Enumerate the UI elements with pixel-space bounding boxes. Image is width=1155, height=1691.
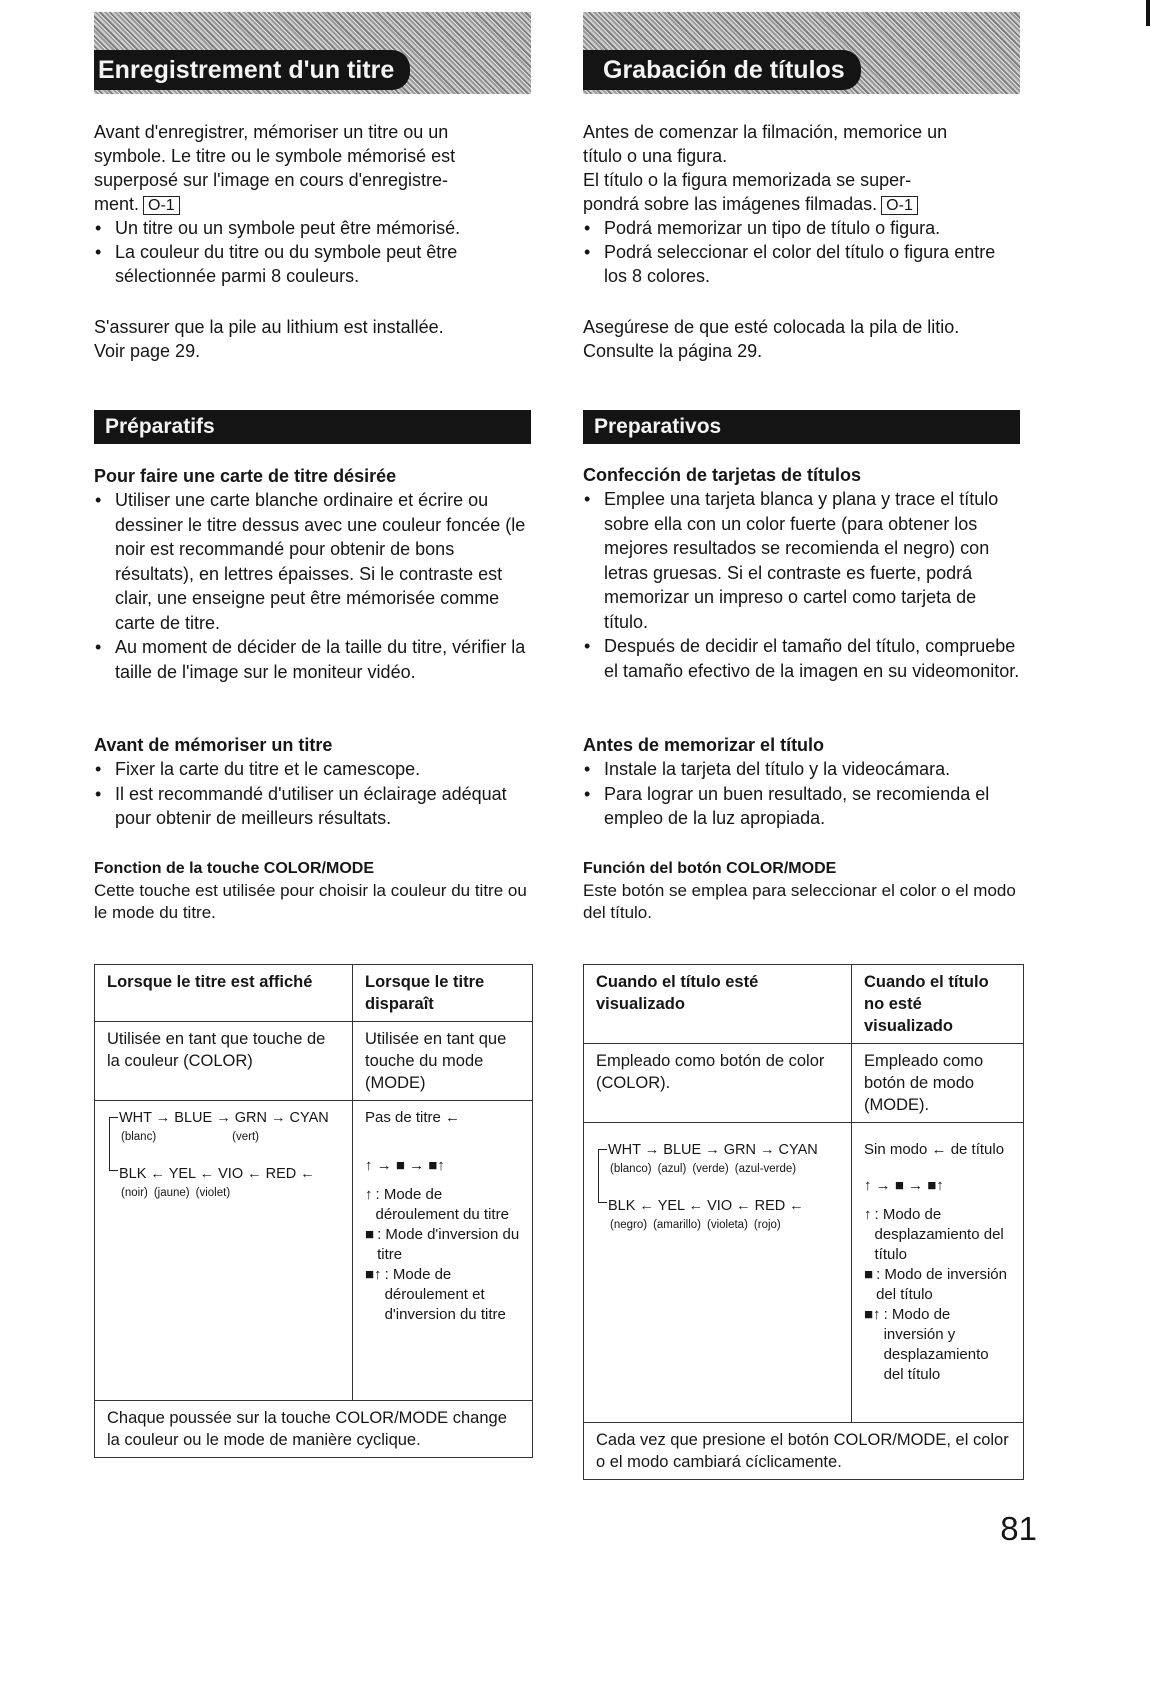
mode-symbol: ↑ xyxy=(365,1186,373,1203)
color-cycle-diagram xyxy=(596,1139,839,1233)
list-item: • Un titre ou un symbole peut être mémorisé. xyxy=(94,216,531,240)
mode-description: : Modo de inversión del título xyxy=(876,1266,1007,1303)
mode-symbol: ■↑ xyxy=(365,1266,382,1283)
mode-description: : Mode de déroulement et d'inversion du titre xyxy=(384,1266,506,1323)
section-heading: Avant de mémoriser un titre xyxy=(94,735,333,755)
table-header: Lorsque le titre disparaît xyxy=(353,965,533,1022)
mode-legend-es xyxy=(864,1205,1011,1385)
mode-cycle-label: Sin modo ← de título xyxy=(864,1141,1005,1158)
list-item: • Para lograr un buen resultado, se recomienda el empleo de la luz apropiada. xyxy=(583,782,1020,831)
mode-description: : Modo de inversión y desplazamiento del título xyxy=(883,1306,989,1383)
function-section-fr xyxy=(94,858,531,924)
cycle-forward-subs xyxy=(107,1129,340,1145)
reference-box: O-1 xyxy=(143,196,180,215)
table-header: Lorsque le titre est affiché xyxy=(95,965,353,1022)
intro-fr xyxy=(94,120,531,288)
cycle-backward: BLK ← YEL ← VIO ← RED ← xyxy=(119,1166,315,1182)
page-number: 81 xyxy=(1000,1510,1037,1547)
section-bar-fr: Préparatifs xyxy=(94,410,531,444)
battery-note-es xyxy=(583,315,1020,363)
list-item: • Podrá seleccionar el color del título o figura entre los 8 colores. xyxy=(583,240,1020,288)
function-description: Este botón se emplea para seleccionar el color o el modo del título. xyxy=(583,881,1016,922)
table-cell: Utilisée en tant que touche du mode (MODE) xyxy=(353,1022,533,1101)
list-item: • Emplee una tarjeta blanca y plana y trace el título sobre ella con un color fuerte (para obtener los mejores resultados se recomienda el negro) con letras gruesas. Si el contraste es fuerte, podrá memorizar un impreso o cartel como tarjeta de título. xyxy=(583,487,1020,634)
intro-line-text: pondrá sobre las imágenes filmadas. xyxy=(583,194,878,214)
intro-line: Antes de comenzar la filmación, memorice un xyxy=(583,122,948,142)
mode-symbol: ■ xyxy=(864,1266,874,1283)
color-sub-label: (rojo) xyxy=(753,1219,781,1231)
before-section-es xyxy=(583,733,1020,831)
battery-line: S'assurer que la pile au lithium est installée. xyxy=(94,317,444,337)
color-mode-table-es xyxy=(583,964,1024,1480)
intro-line-text: ment. xyxy=(94,194,140,214)
color-sub-label: (verde) xyxy=(692,1163,729,1175)
color-cycle-diagram xyxy=(107,1107,340,1201)
table-header: Cuando el título esté visualizado xyxy=(584,965,852,1044)
section-heading: Función del botón COLOR/MODE xyxy=(583,860,837,877)
section-bar-es: Preparativos xyxy=(583,410,1020,444)
color-sub-label: (violeta) xyxy=(707,1219,748,1231)
intro-line xyxy=(94,192,531,216)
battery-line: Asegúrese de que esté colocada la pila de litio. xyxy=(583,317,960,337)
section-heading: Pour faire une carte de titre désirée xyxy=(94,466,397,486)
table-cell: Empleado como botón de modo (MODE). xyxy=(852,1044,1024,1123)
section-heading: Confección de tarjetas de títulos xyxy=(583,465,862,485)
intro-line: Avant d'enregistrer, mémoriser un titre ou un xyxy=(94,122,449,142)
intro-es xyxy=(583,120,1020,288)
color-mode-table-fr xyxy=(94,964,533,1458)
color-sub-label: (noir) xyxy=(121,1187,148,1199)
color-sub-label: (blanc) xyxy=(121,1131,157,1143)
list-item: • Au moment de décider de la taille du titre, vérifier la taille de l'image sur le moniteur vidéo. xyxy=(94,635,531,684)
battery-note-fr xyxy=(94,315,531,363)
battery-line: Voir page 29. xyxy=(94,341,201,361)
mode-cycle-cell xyxy=(852,1123,1024,1423)
mode-symbol: ■↑ xyxy=(864,1306,881,1323)
color-sub-label: (azul-verde) xyxy=(734,1163,797,1175)
reference-box: O-1 xyxy=(881,196,918,215)
cycle-backward-subs xyxy=(107,1185,340,1201)
list-item: • Il est recommandé d'utiliser un éclairage adéquat pour obtenir de meilleurs résultats. xyxy=(94,782,531,831)
cycle-forward: WHT → BLUE → GRN → CYAN xyxy=(119,1110,329,1126)
banner-title-fr: Enregistrement d'un titre xyxy=(94,50,410,90)
cycle-forward: WHT → BLUE → GRN → CYAN xyxy=(608,1142,818,1158)
mode-cycle-sequence: ↑ → ■ → ■↑ xyxy=(864,1177,944,1194)
table-footer: Chaque poussée sur la touche COLOR/MODE change la couleur ou le mode de manière cyclique. xyxy=(95,1401,533,1458)
banner-fr xyxy=(94,12,531,94)
color-sub-label: (vert) xyxy=(232,1131,259,1143)
list-item: • Instale la tarjeta del título y la videocámara. xyxy=(583,757,1020,782)
intro-bullets-es xyxy=(583,216,1020,288)
mode-description: : Modo de desplazamiento del título xyxy=(874,1206,1004,1263)
before-section-fr xyxy=(94,733,531,831)
list-item: • Después de decidir el tamaño del título, compruebe el tamaño efectivo de la imagen en su videomonitor. xyxy=(583,634,1020,683)
intro-line: El título o la figura memorizada se super- xyxy=(583,170,912,190)
mode-symbol: ■ xyxy=(365,1226,375,1243)
function-section-es xyxy=(583,858,1020,924)
mode-description: : Mode d'inversion du titre xyxy=(377,1226,520,1263)
color-sub-label: (violet) xyxy=(195,1187,231,1199)
mode-cycle-cell xyxy=(353,1101,533,1401)
color-cycle-cell xyxy=(95,1101,353,1401)
list-item: • Fixer la carte du titre et le camescope. xyxy=(94,757,531,782)
mode-description: : Mode de déroulement du titre xyxy=(375,1186,509,1223)
color-sub-label: (blanco) xyxy=(610,1163,652,1175)
cycle-backward-subs xyxy=(596,1217,839,1233)
card-section-fr xyxy=(94,464,531,684)
list-item: • Utiliser une carte blanche ordinaire et écrire ou dessiner le titre dessus avec une couleur foncée (le noir est recommandé pour obtenir de bons résultats), en lettres épaisses. Si le contraste est clair, une enseigne peut être mémorisée comme carte de titre. xyxy=(94,488,531,635)
card-section-es xyxy=(583,463,1020,683)
intro-line: superposé sur l'image en cours d'enregistre- xyxy=(94,170,449,190)
color-sub-label: (jaune) xyxy=(153,1187,190,1199)
color-sub-label: (amarillo) xyxy=(653,1219,701,1231)
table-cell: Utilisée en tant que touche de la couleur (COLOR) xyxy=(95,1022,353,1101)
section-heading: Fonction de la touche COLOR/MODE xyxy=(94,860,374,877)
battery-line: Consulte la página 29. xyxy=(583,341,763,361)
table-header: Cuando el título no esté visualizado xyxy=(852,965,1024,1044)
mode-legend-fr xyxy=(365,1185,520,1325)
intro-bullets-fr xyxy=(94,216,531,288)
function-description: Cette touche est utilisée pour choisir la couleur du titre ou le mode du titre. xyxy=(94,881,527,922)
intro-line: título o una figura. xyxy=(583,146,728,166)
intro-line: symbole. Le titre ou le symbole mémorisé est xyxy=(94,146,456,166)
color-sub-label: (azul) xyxy=(657,1163,687,1175)
intro-line xyxy=(583,192,1020,216)
mode-symbol: ↑ xyxy=(864,1206,872,1223)
cycle-backward: BLK ← YEL ← VIO ← RED ← xyxy=(608,1198,804,1214)
cycle-forward-subs xyxy=(596,1161,839,1177)
mode-cycle-sequence: ↑ → ■ → ■↑ xyxy=(365,1157,445,1174)
page-edge-mark xyxy=(1146,0,1150,26)
list-item: • Podrá memorizar un tipo de título o figura. xyxy=(583,216,1020,240)
table-footer: Cada vez que presione el botón COLOR/MODE, el color o el modo cambiará cíclicamente. xyxy=(584,1423,1024,1480)
table-cell: Empleado como botón de color (COLOR). xyxy=(584,1044,852,1123)
list-item: • La couleur du titre ou du symbole peut être sélectionnée parmi 8 couleurs. xyxy=(94,240,531,288)
color-cycle-cell xyxy=(584,1123,852,1423)
banner-es xyxy=(583,12,1020,94)
mode-cycle-label: Pas de titre ← xyxy=(365,1109,461,1126)
banner-title-es: Grabación de títulos xyxy=(583,50,861,90)
color-sub-label: (negro) xyxy=(610,1219,648,1231)
section-heading: Antes de memorizar el título xyxy=(583,735,825,755)
